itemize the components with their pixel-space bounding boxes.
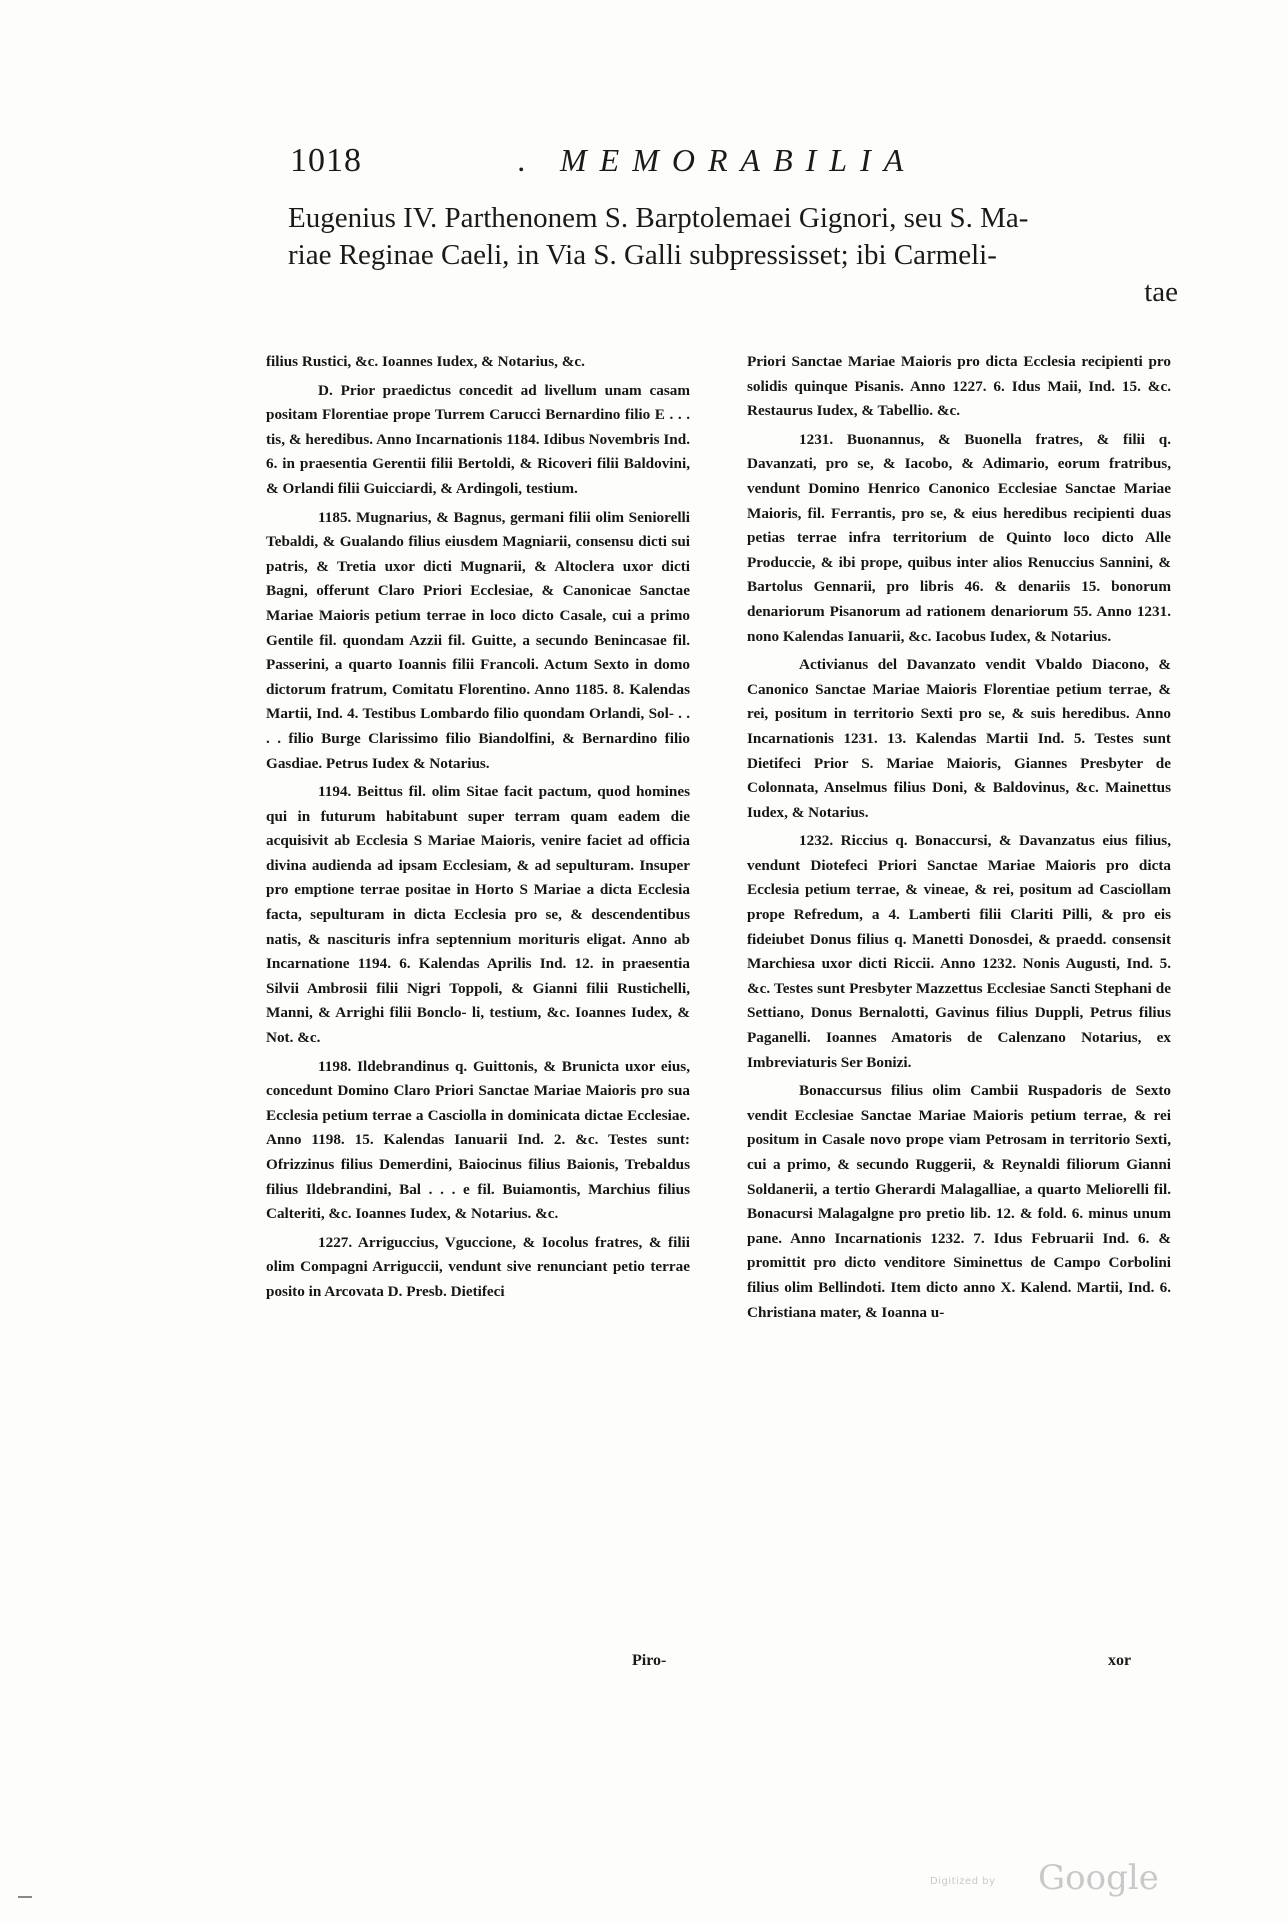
left-paragraph-6: 1227. Arriguccius, Vguccione, & Iocolus fratres, & filii olim Compagni Arriguccii, vendunt sive renunciant petio terrae posito in Arcovata D. Presb. Dietifeci bbox=[266, 1233, 690, 1300]
intro-line-2: riae Reginae Caeli, in Via S. Galli subpressisset; ibi Carmeli- bbox=[288, 239, 997, 271]
left-paragraph-1: filius Rustici, &c. Ioannes Iudex, & Notarius, &c. bbox=[266, 353, 585, 370]
watermark-logo-text: Google bbox=[1038, 1858, 1159, 1898]
left-paragraph-4: 1194. Beittus fil. olim Sitae facit pactum, quod homines qui in futurum habitabunt super terram quam eadem die acquisivit ab Ecclesia S Mariae Maioris, venire faciet ad officia divina audienda ad ipsam Ecclesiam, & ad sepulturam. Insuper pro emptione terrae positae in Horto S Mariae a dicta Ecclesia facta, sepulturam in dicta Ecclesia pro se, & descendentibus natis, & nascituris infra septennium morituris eligat. Anno ab Incarnatione 1194. 6. Kalendas Aprilis Ind. 12. in praesentia Silvii Ambrosii filii Nigri Toppoli, & Gianni filii Rustichelli, Manni, & Arrighi filii Bonclo- li, testium, &c. Ioannes Iudex, & Not. &c. bbox=[266, 783, 690, 1047]
right-paragraph-5: Bonaccursus filius olim Cambii Ruspadoris de Sexto vendit Ecclesiae Sanctae Mariae Maioris petium terrae, & rei positum in Casale novo prope viam Petrosam in territorio Sexti, cui a primo, & secundo Ruggerii, & Reynaldi filiorum Gianni Soldanerii, a tertio Gherardi Malagalliae, a quarto Meliorelli fil. Bonacursi Malagalgne pro pretio lib. 12. & fold. 6. minus unum pane. Anno Incarnationis 1232. 7. Idus Februarii Ind. 6. & promittit pro dicto venditore Siminettus de Campo Corbolini filius olim Bellindoti. Item dicto anno X. Kalend. Martii, Ind. 6. Christiana mater, & Ioanna u- bbox=[747, 1082, 1171, 1321]
left-paragraph-2: D. Prior praedictus concedit ad livellum unam casam positam Florentiae prope Turrem Carucci Bernardino filio E . . . tis, & heredibus. Anno Incarnationis 1184. Idibus Novembris Ind. 6. in praesentia Gerentii filii Bertoldi, & Ricoveri filii Baldovini, & Orlandi filii Guicciardi, & Ardingoli, testium. bbox=[266, 381, 690, 497]
intro-line-1: Eugenius IV. Parthenonem S. Barptolemaei Gignori, seu S. Ma- bbox=[288, 202, 1029, 234]
watermark-small-text: Digitized by bbox=[930, 1876, 996, 1887]
left-column bbox=[266, 350, 690, 1309]
right-paragraph-4: 1232. Riccius q. Bonaccursi, & Davanzatus eius filius, vendunt Diotefeci Priori Sanctae Mariae Maioris pro dicta Ecclesia petium terrae, & vineae, & rei, positum ad Casciollam prope Refredum, a 4. Lamberti filii Clariti Pilli, & pro eis fideiubet Donus filius q. Manetti Donosdei, & praedd. consensit Marchiesa uxor dicti Riccii. Anno 1232. Nonis Augusti, Ind. 5. &c. Testes sunt Presbyter Mazzettus Ecclesiae Sancti Stephani de Settiano, Donus Bernalotti, Gavinus filius Duppli, Petrus filius Paganelli. Ioannes Amatoris de Calenzano Notarius, ex Imbreviaturis Ser Bonizi. bbox=[747, 832, 1171, 1071]
left-paragraph-5: 1198. Ildebrandinus q. Guittonis, & Brunicta uxor eius, concedunt Domino Claro Priori Sanctae Mariae Maioris pro sua Ecclesia petium terrae a Casciolla in dominicata dictae Ecclesiae. Anno 1198. 15. Kalendas Ianuarii Ind. 2. &c. Testes sunt: Ofrizzinus filius Demerdini, Baiocinus filius Baionis, Trebaldus filius Ildebrandini, Bal . . . e fil. Buiamontis, Marchius filius Calteriti, &c. Ioannes Iudex, & Notarius. &c. bbox=[266, 1057, 690, 1223]
running-title: . MEMORABILIA bbox=[518, 142, 917, 178]
digitization-watermark bbox=[930, 1858, 1190, 1898]
right-column bbox=[747, 350, 1171, 1329]
intro-line-3: tae bbox=[1144, 276, 1178, 308]
left-paragraph-3: 1185. Mugnarius, & Bagnus, germani filii olim Seniorelli Tebaldi, & Gualando filius eiusdem Magniarii, consensu dicti sui patris, & Tretia uxor dicti Mugnarii, & Altoclera uxor dicti Bagni, offerunt Claro Priori Ecclesiae, & Canonicae Sanctae Mariae Maioris petium terrae in loco dicto Casale, cui a primo Gentile fil. quondam Azzii fil. Guitte, a secundo Benincasae fil. Passerini, a quarto Ioannis filii Francoli. Actum Sexto in domo dictorum fratrum, Comitatu Florentino. Anno 1185. 8. Kalendas Martii, Ind. 4. Testibus Lombardo filio quondam Orlandi, Sol- . . . . filio Burge Clarissimo filio Biandolfini, & Bernardino filio Gasdiae. Petrus Iudex & Notarius. bbox=[266, 508, 690, 772]
right-paragraph-3: Activianus del Davanzato vendit Vbaldo Diacono, & Canonico Sanctae Mariae Maioris Florentiae petium terrae, & rei, positum in territorio Sexti pro se, & suis heredibus. Anno Incarnationis 1231. 13. Kalendas Martii Ind. 5. Testes sunt Dietifeci Prior S. Mariae Maioris, Giannes Presbyter de Colonnata, Anselmus filius Doni, & Baldovinus, &c. Mainettus Iudex, & Notarius. bbox=[747, 656, 1171, 821]
intro-paragraph bbox=[288, 200, 1178, 311]
right-paragraph-2: 1231. Buonannus, & Buonella fratres, & filii q. Davanzati, pro se, & Iacobo, & Adimario, eorum fratribus, vendunt Domino Henrico Canonico Ecclesiae Sanctae Mariae Maioris, fil. Ferrantis, pro se, & eius heredibus recipienti duas petias terrae infra territorium de Quinto loco dicto Alle Produccie, & ibi prope, quibus inter alios Renuccius Sannini, & Bartolus Gennarii, pro libris 46. & denariis 15. bonorum denariorum Pisanorum ad rationem denariorum 55. Anno 1231. nono Kalendas Ianuarii, &c. Iacobus Iudex, & Notarius. bbox=[747, 430, 1171, 645]
running-head bbox=[290, 142, 1170, 192]
right-paragraph-1: Priori Sanctae Mariae Maioris pro dicta Ecclesia recipienti pro solidis quinque Pisanis. Anno 1227. 6. Idus Maii, Ind. 15. &c. Restaurus Iudex, & Tabellio. &c. bbox=[747, 353, 1171, 420]
scan-edge-mark bbox=[18, 1896, 32, 1898]
right-catchword: xor bbox=[1108, 1652, 1132, 1669]
left-catchword: Piro- bbox=[632, 1652, 667, 1669]
page-number: 1018 bbox=[290, 142, 362, 179]
